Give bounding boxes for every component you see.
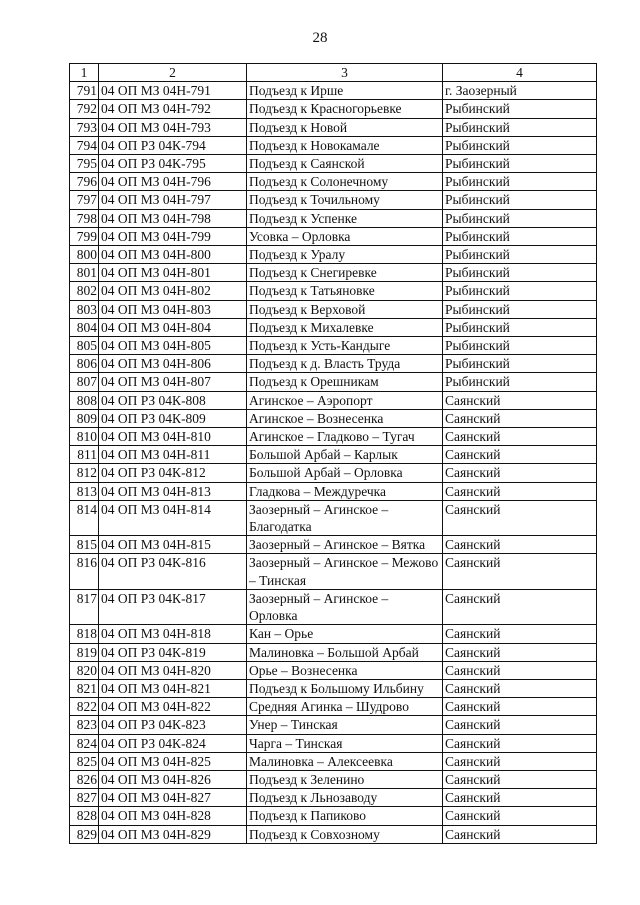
table-row — [70, 100, 597, 118]
district-cell: Саянский — [443, 679, 597, 697]
road-id-cell: 04 ОП МЗ 04Н-798 — [99, 209, 247, 227]
table-row — [70, 373, 597, 391]
road-name-cell: Подъезд к Льнозаводу — [247, 789, 443, 807]
table-row — [70, 173, 597, 191]
road-name-cell: Подъезд к Ирше — [247, 82, 443, 100]
table-row — [70, 554, 597, 589]
roads-register-table — [69, 63, 597, 844]
row-number-cell: 813 — [70, 482, 99, 500]
table-row — [70, 264, 597, 282]
table-row — [70, 155, 597, 173]
road-name-cell: Подъезд к Новокамале — [247, 136, 443, 154]
road-id-cell: 04 ОП МЗ 04Н-829 — [99, 825, 247, 843]
row-number-cell: 815 — [70, 536, 99, 554]
district-cell: Рыбинский — [443, 300, 597, 318]
road-name-cell: Подъезд к Солонечному — [247, 173, 443, 191]
road-name-cell: Кан – Орье — [247, 625, 443, 643]
table-row — [70, 318, 597, 336]
row-number-cell: 828 — [70, 807, 99, 825]
road-name-cell: Подъезд к Точильному — [247, 191, 443, 209]
road-name-cell: Подъезд к Татьяновке — [247, 282, 443, 300]
district-cell: Саянский — [443, 789, 597, 807]
table-row — [70, 191, 597, 209]
road-id-cell: 04 ОП МЗ 04Н-827 — [99, 789, 247, 807]
road-id-cell: 04 ОП МЗ 04Н-828 — [99, 807, 247, 825]
road-name-cell: Подъезд к Усть-Кандыге — [247, 337, 443, 355]
table-row — [70, 209, 597, 227]
row-number-cell: 816 — [70, 554, 99, 589]
table-row — [70, 752, 597, 770]
row-number-cell: 805 — [70, 337, 99, 355]
row-number-cell: 796 — [70, 173, 99, 191]
row-number-cell: 818 — [70, 625, 99, 643]
road-name-cell: Подъезд к Снегиревке — [247, 264, 443, 282]
district-cell: Саянский — [443, 391, 597, 409]
row-number-cell: 817 — [70, 589, 99, 624]
district-cell: Саянский — [443, 446, 597, 464]
district-cell: Рыбинский — [443, 373, 597, 391]
road-id-cell: 04 ОП МЗ 04Н-806 — [99, 355, 247, 373]
road-name-cell: Подъезд к Папиково — [247, 807, 443, 825]
district-cell: Рыбинский — [443, 155, 597, 173]
district-cell: Рыбинский — [443, 246, 597, 264]
road-name-cell: Орье – Вознесенка — [247, 661, 443, 679]
road-id-cell: 04 ОП МЗ 04Н-811 — [99, 446, 247, 464]
table-row — [70, 789, 597, 807]
road-id-cell: 04 ОП РЗ 04К-795 — [99, 155, 247, 173]
row-number-cell: 820 — [70, 661, 99, 679]
road-name-cell: Подъезд к Красногорьевке — [247, 100, 443, 118]
road-name-cell: Заозерный – Агинское – Благодатка — [247, 500, 443, 535]
district-cell: Рыбинский — [443, 282, 597, 300]
row-number-cell: 825 — [70, 752, 99, 770]
road-name-cell: Средняя Агинка – Шудрово — [247, 698, 443, 716]
road-name-cell: Заозерный – Агинское – Межово – Тинская — [247, 554, 443, 589]
row-number-cell: 812 — [70, 464, 99, 482]
road-id-cell: 04 ОП МЗ 04Н-793 — [99, 118, 247, 136]
row-number-cell: 819 — [70, 643, 99, 661]
row-number-cell: 797 — [70, 191, 99, 209]
district-cell: Саянский — [443, 625, 597, 643]
district-cell: Саянский — [443, 807, 597, 825]
road-id-cell: 04 ОП МЗ 04Н-805 — [99, 337, 247, 355]
road-id-cell: 04 ОП МЗ 04Н-800 — [99, 246, 247, 264]
road-name-cell: Малиновка – Алексеевка — [247, 752, 443, 770]
road-id-cell: 04 ОП РЗ 04К-809 — [99, 409, 247, 427]
road-name-cell: Заозерный – Агинское – Вятка — [247, 536, 443, 554]
road-name-cell: Подъезд к Большому Ильбину — [247, 679, 443, 697]
district-cell: Саянский — [443, 464, 597, 482]
row-number-cell: 806 — [70, 355, 99, 373]
road-id-cell: 04 ОП РЗ 04К-819 — [99, 643, 247, 661]
table-row — [70, 482, 597, 500]
road-name-cell: Подъезд к Саянской — [247, 155, 443, 173]
district-cell: Рыбинский — [443, 209, 597, 227]
table-row — [70, 661, 597, 679]
district-cell: Саянский — [443, 500, 597, 535]
table-row — [70, 282, 597, 300]
row-number-cell: 823 — [70, 716, 99, 734]
table-row — [70, 337, 597, 355]
row-number-cell: 822 — [70, 698, 99, 716]
district-cell: Саянский — [443, 752, 597, 770]
road-id-cell: 04 ОП МЗ 04Н-814 — [99, 500, 247, 535]
table-row — [70, 770, 597, 788]
district-cell: Саянский — [443, 698, 597, 716]
row-number-cell: 801 — [70, 264, 99, 282]
road-id-cell: 04 ОП МЗ 04Н-818 — [99, 625, 247, 643]
column-header-road-id: 2 — [99, 64, 247, 82]
district-cell: Саянский — [443, 716, 597, 734]
district-cell: Рыбинский — [443, 264, 597, 282]
road-name-cell: Подъезд к Верховой — [247, 300, 443, 318]
row-number-cell: 826 — [70, 770, 99, 788]
road-name-cell: Подъезд к Уралу — [247, 246, 443, 264]
district-cell: г. Заозерный — [443, 82, 597, 100]
row-number-cell: 804 — [70, 318, 99, 336]
district-cell: Рыбинский — [443, 355, 597, 373]
row-number-cell: 807 — [70, 373, 99, 391]
table-row — [70, 698, 597, 716]
row-number-cell: 803 — [70, 300, 99, 318]
row-number-cell: 798 — [70, 209, 99, 227]
row-number-cell: 824 — [70, 734, 99, 752]
table-row — [70, 679, 597, 697]
road-name-cell: Малиновка – Большой Арбай — [247, 643, 443, 661]
row-number-cell: 799 — [70, 227, 99, 245]
road-id-cell: 04 ОП РЗ 04К-823 — [99, 716, 247, 734]
road-name-cell: Большой Арбай – Орловка — [247, 464, 443, 482]
road-id-cell: 04 ОП РЗ 04К-816 — [99, 554, 247, 589]
table-header-row — [70, 64, 597, 82]
road-id-cell: 04 ОП МЗ 04Н-796 — [99, 173, 247, 191]
district-cell: Саянский — [443, 643, 597, 661]
row-number-cell: 792 — [70, 100, 99, 118]
table-row — [70, 643, 597, 661]
table-row — [70, 716, 597, 734]
road-id-cell: 04 ОП МЗ 04Н-799 — [99, 227, 247, 245]
row-number-cell: 808 — [70, 391, 99, 409]
road-name-cell: Подъезд к Совхозному — [247, 825, 443, 843]
table-row — [70, 536, 597, 554]
road-id-cell: 04 ОП МЗ 04Н-821 — [99, 679, 247, 697]
road-name-cell: Подъезд к Зеленино — [247, 770, 443, 788]
road-id-cell: 04 ОП МЗ 04Н-791 — [99, 82, 247, 100]
row-number-cell: 810 — [70, 428, 99, 446]
district-cell: Саянский — [443, 482, 597, 500]
road-id-cell: 04 ОП МЗ 04Н-822 — [99, 698, 247, 716]
road-name-cell: Подъезд к д. Власть Труда — [247, 355, 443, 373]
road-id-cell: 04 ОП РЗ 04К-817 — [99, 589, 247, 624]
road-name-cell: Гладкова – Междуречка — [247, 482, 443, 500]
road-name-cell: Усовка – Орловка — [247, 227, 443, 245]
district-cell: Рыбинский — [443, 337, 597, 355]
road-name-cell: Подъезд к Орешникам — [247, 373, 443, 391]
district-cell: Саянский — [443, 734, 597, 752]
table-row — [70, 355, 597, 373]
table-row — [70, 500, 597, 535]
road-id-cell: 04 ОП РЗ 04К-808 — [99, 391, 247, 409]
district-cell: Саянский — [443, 770, 597, 788]
district-cell: Рыбинский — [443, 191, 597, 209]
road-id-cell: 04 ОП МЗ 04Н-810 — [99, 428, 247, 446]
road-id-cell: 04 ОП РЗ 04К-824 — [99, 734, 247, 752]
road-name-cell: Чарга – Тинская — [247, 734, 443, 752]
table-row — [70, 136, 597, 154]
table-row — [70, 227, 597, 245]
table-row — [70, 446, 597, 464]
district-cell: Саянский — [443, 409, 597, 427]
road-name-cell: Подъезд к Новой — [247, 118, 443, 136]
road-id-cell: 04 ОП МЗ 04Н-807 — [99, 373, 247, 391]
table-row — [70, 300, 597, 318]
road-name-cell: Унер – Тинская — [247, 716, 443, 734]
table-row — [70, 391, 597, 409]
table-row — [70, 825, 597, 843]
road-id-cell: 04 ОП МЗ 04Н-803 — [99, 300, 247, 318]
district-cell: Саянский — [443, 554, 597, 589]
road-id-cell: 04 ОП МЗ 04Н-802 — [99, 282, 247, 300]
row-number-cell: 791 — [70, 82, 99, 100]
road-id-cell: 04 ОП МЗ 04Н-820 — [99, 661, 247, 679]
table-row — [70, 82, 597, 100]
road-name-cell: Подъезд к Михалевке — [247, 318, 443, 336]
district-cell: Саянский — [443, 536, 597, 554]
road-id-cell: 04 ОП МЗ 04Н-801 — [99, 264, 247, 282]
district-cell: Рыбинский — [443, 173, 597, 191]
row-number-cell: 794 — [70, 136, 99, 154]
page-number: 28 — [312, 30, 328, 46]
row-number-cell: 809 — [70, 409, 99, 427]
table-row — [70, 246, 597, 264]
column-header-number: 1 — [70, 64, 99, 82]
road-id-cell: 04 ОП МЗ 04Н-813 — [99, 482, 247, 500]
row-number-cell: 802 — [70, 282, 99, 300]
road-name-cell: Агинское – Аэропорт — [247, 391, 443, 409]
road-name-cell: Большой Арбай – Карлык — [247, 446, 443, 464]
road-name-cell: Агинское – Вознесенка — [247, 409, 443, 427]
row-number-cell: 814 — [70, 500, 99, 535]
table-row — [70, 118, 597, 136]
table-row — [70, 625, 597, 643]
row-number-cell: 811 — [70, 446, 99, 464]
row-number-cell: 829 — [70, 825, 99, 843]
row-number-cell: 800 — [70, 246, 99, 264]
district-cell: Саянский — [443, 589, 597, 624]
column-header-road-name: 3 — [247, 64, 443, 82]
district-cell: Рыбинский — [443, 100, 597, 118]
district-cell: Саянский — [443, 661, 597, 679]
road-id-cell: 04 ОП РЗ 04К-794 — [99, 136, 247, 154]
road-id-cell: 04 ОП МЗ 04Н-804 — [99, 318, 247, 336]
road-id-cell: 04 ОП МЗ 04Н-797 — [99, 191, 247, 209]
road-id-cell: 04 ОП РЗ 04К-812 — [99, 464, 247, 482]
road-id-cell: 04 ОП МЗ 04Н-792 — [99, 100, 247, 118]
row-number-cell: 827 — [70, 789, 99, 807]
road-id-cell: 04 ОП МЗ 04Н-825 — [99, 752, 247, 770]
row-number-cell: 793 — [70, 118, 99, 136]
road-name-cell: Агинское – Гладково – Тугач — [247, 428, 443, 446]
road-name-cell: Заозерный – Агинское – Орловка — [247, 589, 443, 624]
table-row — [70, 464, 597, 482]
road-id-cell: 04 ОП МЗ 04Н-815 — [99, 536, 247, 554]
district-cell: Рыбинский — [443, 318, 597, 336]
table-row — [70, 807, 597, 825]
table-row — [70, 428, 597, 446]
road-name-cell: Подъезд к Успенке — [247, 209, 443, 227]
district-cell: Саянский — [443, 825, 597, 843]
table-row — [70, 409, 597, 427]
table-row — [70, 734, 597, 752]
district-cell: Рыбинский — [443, 118, 597, 136]
district-cell: Рыбинский — [443, 227, 597, 245]
row-number-cell: 821 — [70, 679, 99, 697]
table-row — [70, 589, 597, 624]
district-cell: Рыбинский — [443, 136, 597, 154]
table-body — [70, 82, 597, 844]
row-number-cell: 795 — [70, 155, 99, 173]
column-header-district: 4 — [443, 64, 597, 82]
district-cell: Саянский — [443, 428, 597, 446]
road-id-cell: 04 ОП МЗ 04Н-826 — [99, 770, 247, 788]
